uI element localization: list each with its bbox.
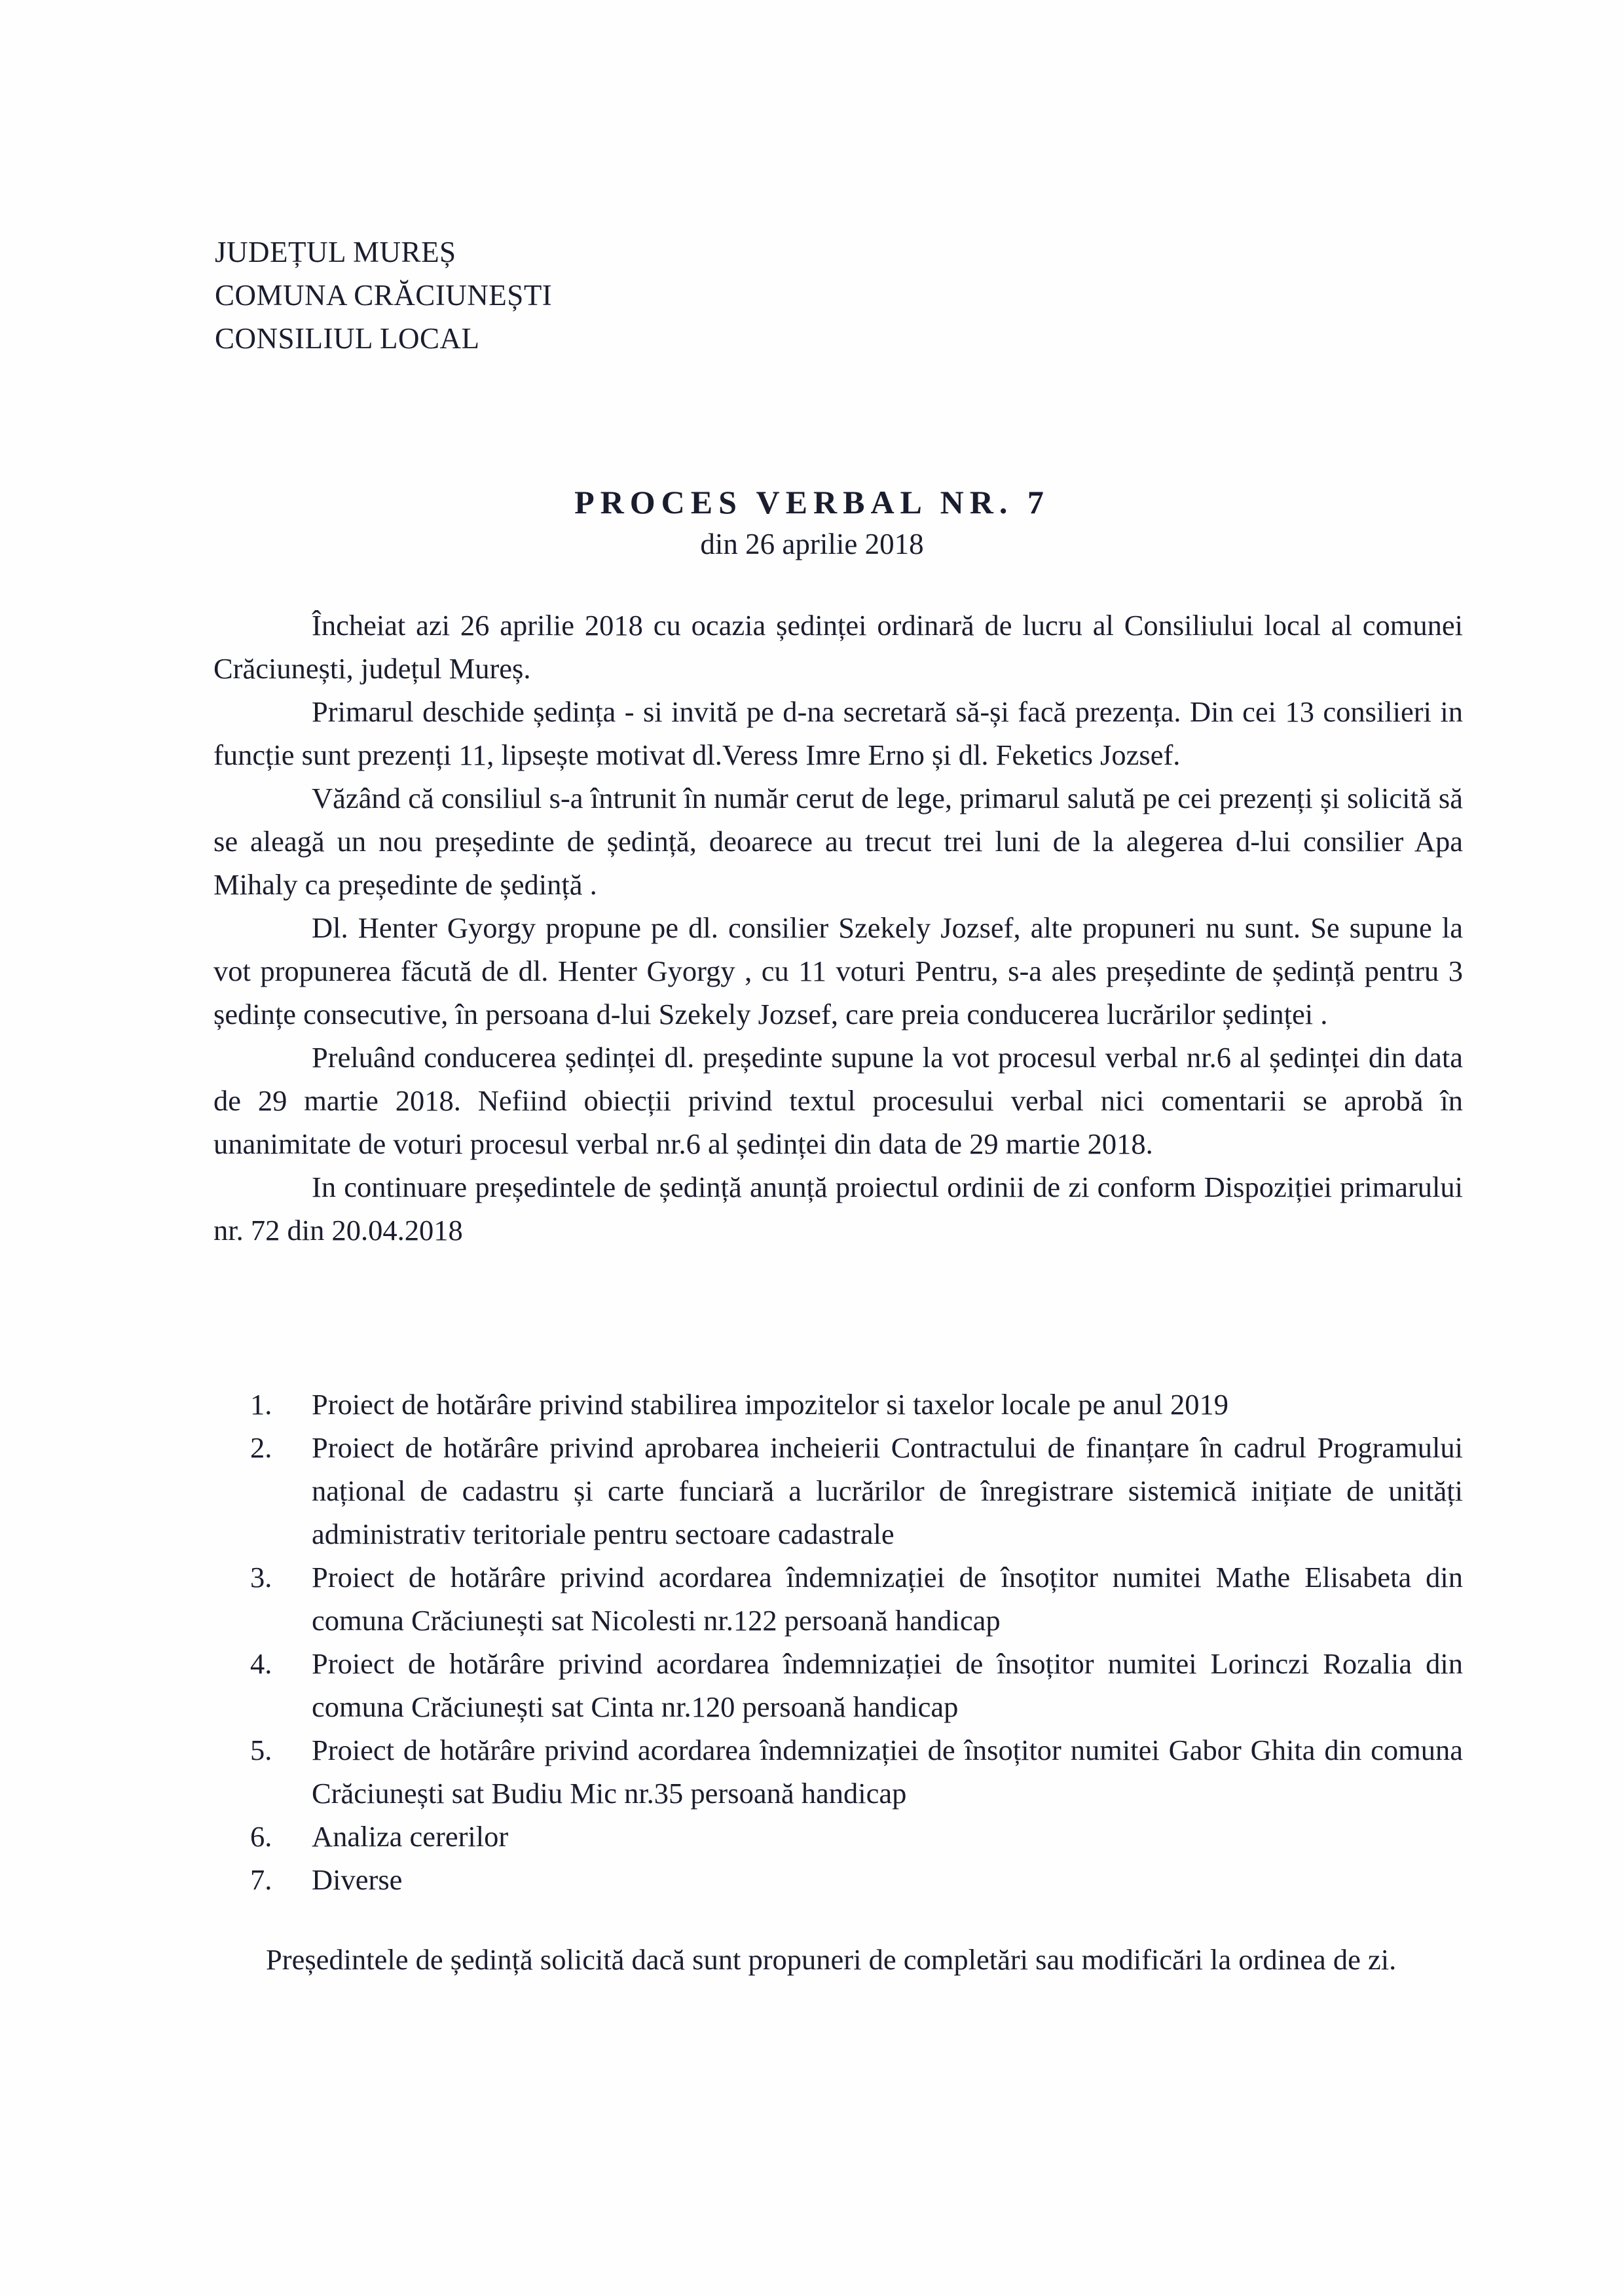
document-body <box>213 604 1463 1252</box>
document-header <box>215 230 552 360</box>
agenda-item-number: 1. <box>250 1388 272 1421</box>
agenda-item <box>250 1728 1463 1815</box>
agenda-item-number: 4. <box>250 1647 272 1680</box>
agenda-item-number: 5. <box>250 1734 272 1766</box>
agenda-item-number: 3. <box>250 1561 272 1594</box>
paragraph-opening: Încheiat azi 26 aprilie 2018 cu ocazia ședinței ordinară de lucru al Consiliului local al comunei Crăciunești, județul Mureș. <box>213 609 1463 685</box>
agenda-item-text: Proiect de hotărâre privind acordarea îndemnizației de însoțitor numitei Mathe Elisabeta din comuna Crăciunești sat Nicolesti nr.122 persoană handicap <box>312 1561 1463 1637</box>
paragraph-election: Dl. Henter Gyorgy propune pe dl. consilier Szekely Jozsef, alte propuneri nu sunt. Se supune la vot propunerea făcută de dl. Henter Gyorgy , cu 11 voturi Pentru, s-a ales președinte de ședință pentru 3 ședințe consecutive, în persoana d-lui Szekely Jozsef, care preia conducerea lucrărilor ședinței . <box>213 911 1463 1030</box>
agenda-item-number: 2. <box>250 1431 272 1464</box>
agenda-item-text: Proiect de hotărâre privind acordarea îndemnizației de însoțitor numitei Gabor Ghita din comuna Crăciunești sat Budiu Mic nr.35 persoană handicap <box>312 1734 1463 1810</box>
agenda-item <box>250 1858 1463 1901</box>
agenda-item <box>250 1815 1463 1858</box>
closing-block <box>213 1938 1463 1981</box>
agenda-item-text: Proiect de hotărâre privind stabilirea impozitelor si taxelor locale pe anul 2019 <box>312 1388 1229 1421</box>
document-date: din 26 aprilie 2018 <box>700 528 924 560</box>
paragraph-closing: Președintele de ședință solicită dacă sunt propuneri de completări sau modificări la ordinea de zi. <box>266 1943 1397 1976</box>
paragraph-agenda-intro: In continuare președintele de ședință anunță proiectul ordinii de zi conform Dispoziției primarului nr. 72 din 20.04.2018 <box>213 1171 1463 1247</box>
agenda-item <box>250 1642 1463 1728</box>
council-name: CONSILIUL LOCAL <box>215 322 480 355</box>
document-title-block <box>0 479 1624 567</box>
agenda-item-text: Proiect de hotărâre privind aprobarea incheierii Contractului de finanțare în cadrul Programului național de cadastru și carte funciară a lucrărilor de înregistrare sistemică inițiate de unități administrativ teritoriale pentru sectoare cadastrale <box>312 1431 1463 1550</box>
agenda-item <box>250 1426 1463 1556</box>
paragraph-previous-minutes: Preluând conducerea ședinței dl. președinte supune la vot procesul verbal nr.6 al ședinței din data de 29 martie 2018. Nefiind obiecții privind textul procesului verbal nici comentarii se aprobă în unanimitate de voturi procesul verbal nr.6 al ședinței din data de 29 martie 2018. <box>213 1041 1463 1160</box>
agenda-item-text: Diverse <box>312 1863 403 1896</box>
paragraph-quorum: Văzând că consiliul s-a întrunit în număr cerut de lege, primarul salută pe cei prezenți și solicită să se aleagă un nou președinte de ședință, deoarece au trecut trei luni de la alegerea d-lui consilier Apa Mihaly ca președinte de ședință . <box>213 782 1463 901</box>
document-title: PROCES VERBAL NR. 7 <box>574 484 1050 520</box>
agenda-item-number: 6. <box>250 1820 272 1853</box>
agenda-item-text: Proiect de hotărâre privind acordarea îndemnizației de însoțitor numitei Lorinczi Rozalia din comuna Crăciunești sat Cinta nr.120 persoană handicap <box>312 1647 1463 1723</box>
county-name: JUDEȚUL MUREȘ <box>215 236 456 268</box>
paragraph-attendance: Primarul deschide ședința - si invită pe d-na secretară să-și facă prezența. Din cei 13 consilieri in funcție sunt prezenți 11, lipsește motivat dl.Veress Imre Erno și dl. Feketics Jozsef. <box>213 695 1463 771</box>
agenda-list <box>250 1383 1463 1901</box>
agenda-item <box>250 1556 1463 1642</box>
agenda-item <box>250 1383 1463 1426</box>
commune-name: COMUNA CRĂCIUNEȘTI <box>215 279 553 312</box>
agenda-item-text: Analiza cererilor <box>312 1820 509 1853</box>
agenda-item-number: 7. <box>250 1863 272 1896</box>
